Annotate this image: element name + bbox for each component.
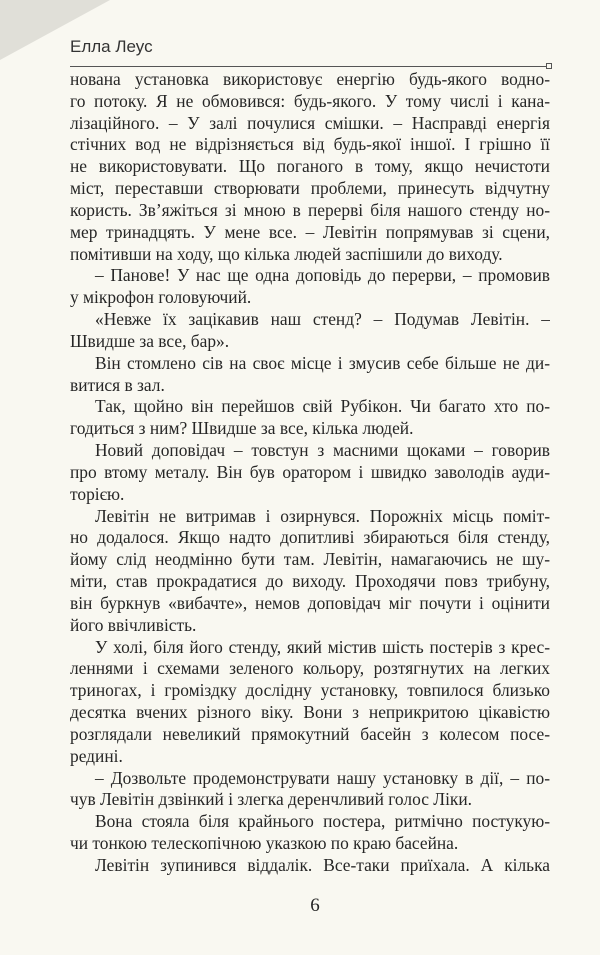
text-line: Швидше за все, бар». (70, 330, 230, 351)
text-line: користь. Зв’яжіться зі мною в перерві біля нашого стенду но- (70, 199, 550, 220)
text-line: витися в зал. (70, 374, 165, 395)
text-line: годиться з ним? Швидше за все, кілька людей. (70, 418, 414, 439)
body-text (70, 69, 550, 877)
text-line: леннями і схемами зеленого кольору, розтягнутих на легких (70, 658, 550, 679)
text-line: – Дозвольте продемонструвати нашу установку в дії, – по- (95, 767, 550, 788)
text-line: Новий доповідач – товстун з масними щоками – говорив (95, 440, 550, 461)
text-line: помітивши на ходу, що кілька людей заспішили до виходу. (70, 243, 503, 264)
text-line: Вона стояла біля крайнього постера, ритмічно постукую- (95, 811, 550, 832)
text-line: Так, щойно він перейшов свій Рубікон. Чи багато хто по- (95, 396, 550, 417)
text-line: го потоку. Я не обмовився: будь-якого. У тому числі і кана- (70, 90, 550, 111)
text-line: мер тринадцять. У мене все. – Левітін попрямував зі сцени, (70, 221, 550, 242)
running-header-author: Елла Леус (70, 37, 153, 56)
text-line: – Панове! У нас ще одна доповідь до перерви, – промовив (95, 265, 550, 286)
text-line: триногах, і громіздку дослідну установку, товпилося близько (70, 680, 550, 701)
text-line: лізаційного. – У залі почулися смішки. – Насправді енергія (70, 112, 550, 133)
text-line: но додалося. Якщо надто допитливі збираються біля стенду, (70, 527, 550, 548)
text-line: стічних вод не відрізняється від будь-якої іншої. І грішно її (70, 134, 550, 155)
text-line: йому слід неодмінно бути там. Левітін, намагаючись не шу- (70, 549, 550, 570)
text-line: Левітін не витримав і озирнувся. Порожніх місць поміт- (95, 505, 550, 526)
text-line: міст, переставши створювати проблеми, принесуть відчутну (70, 178, 550, 199)
text-line: про втому металу. Він був оратором і швидко заволодів ауди- (70, 461, 550, 482)
text-line: Левітін зупинився віддалік. Все-таки приїхала. А кілька (95, 854, 550, 875)
text-line: чув Левітін дзвінкий і злегка деренчливий голос Ліки. (70, 789, 473, 810)
text-line: У холі, біля його стенду, який містив шість постерів з крес- (95, 636, 550, 657)
text-line: торією. (70, 483, 125, 504)
text-line: чи тонкою телескопічною указкою по краю басейна. (70, 832, 459, 853)
text-line: нована установка використовує енергію будь-якого водно- (70, 69, 550, 89)
text-line: Він стомлено сів на своє місце і змусив себе більше не ди- (95, 352, 550, 373)
text-line: редині. (70, 745, 123, 766)
text-line: розглядали невеликий прямокутний басейн з колесом посе- (70, 723, 550, 744)
text-line: «Невже їх зацікавив наш стенд? – Подумав Левітін. – (95, 309, 550, 330)
text-line: він буркнув «вибачте», немов доповідач міг почути і оцінити (70, 592, 550, 613)
text-line: десятка вчених різного віку. Вони з неприкритою цікавістю (70, 702, 550, 723)
text-line: міти, став прокрадатися до виходу. Проходячи повз трибуну, (70, 571, 550, 592)
page-number: 6 (310, 895, 320, 916)
text-line: його ввічливість. (70, 614, 197, 635)
text-line: у мікрофон головуючий. (70, 287, 252, 308)
text-line: не використовувати. Що поганого в тому, якщо нечистоти (70, 156, 550, 177)
header-rule (70, 66, 546, 67)
